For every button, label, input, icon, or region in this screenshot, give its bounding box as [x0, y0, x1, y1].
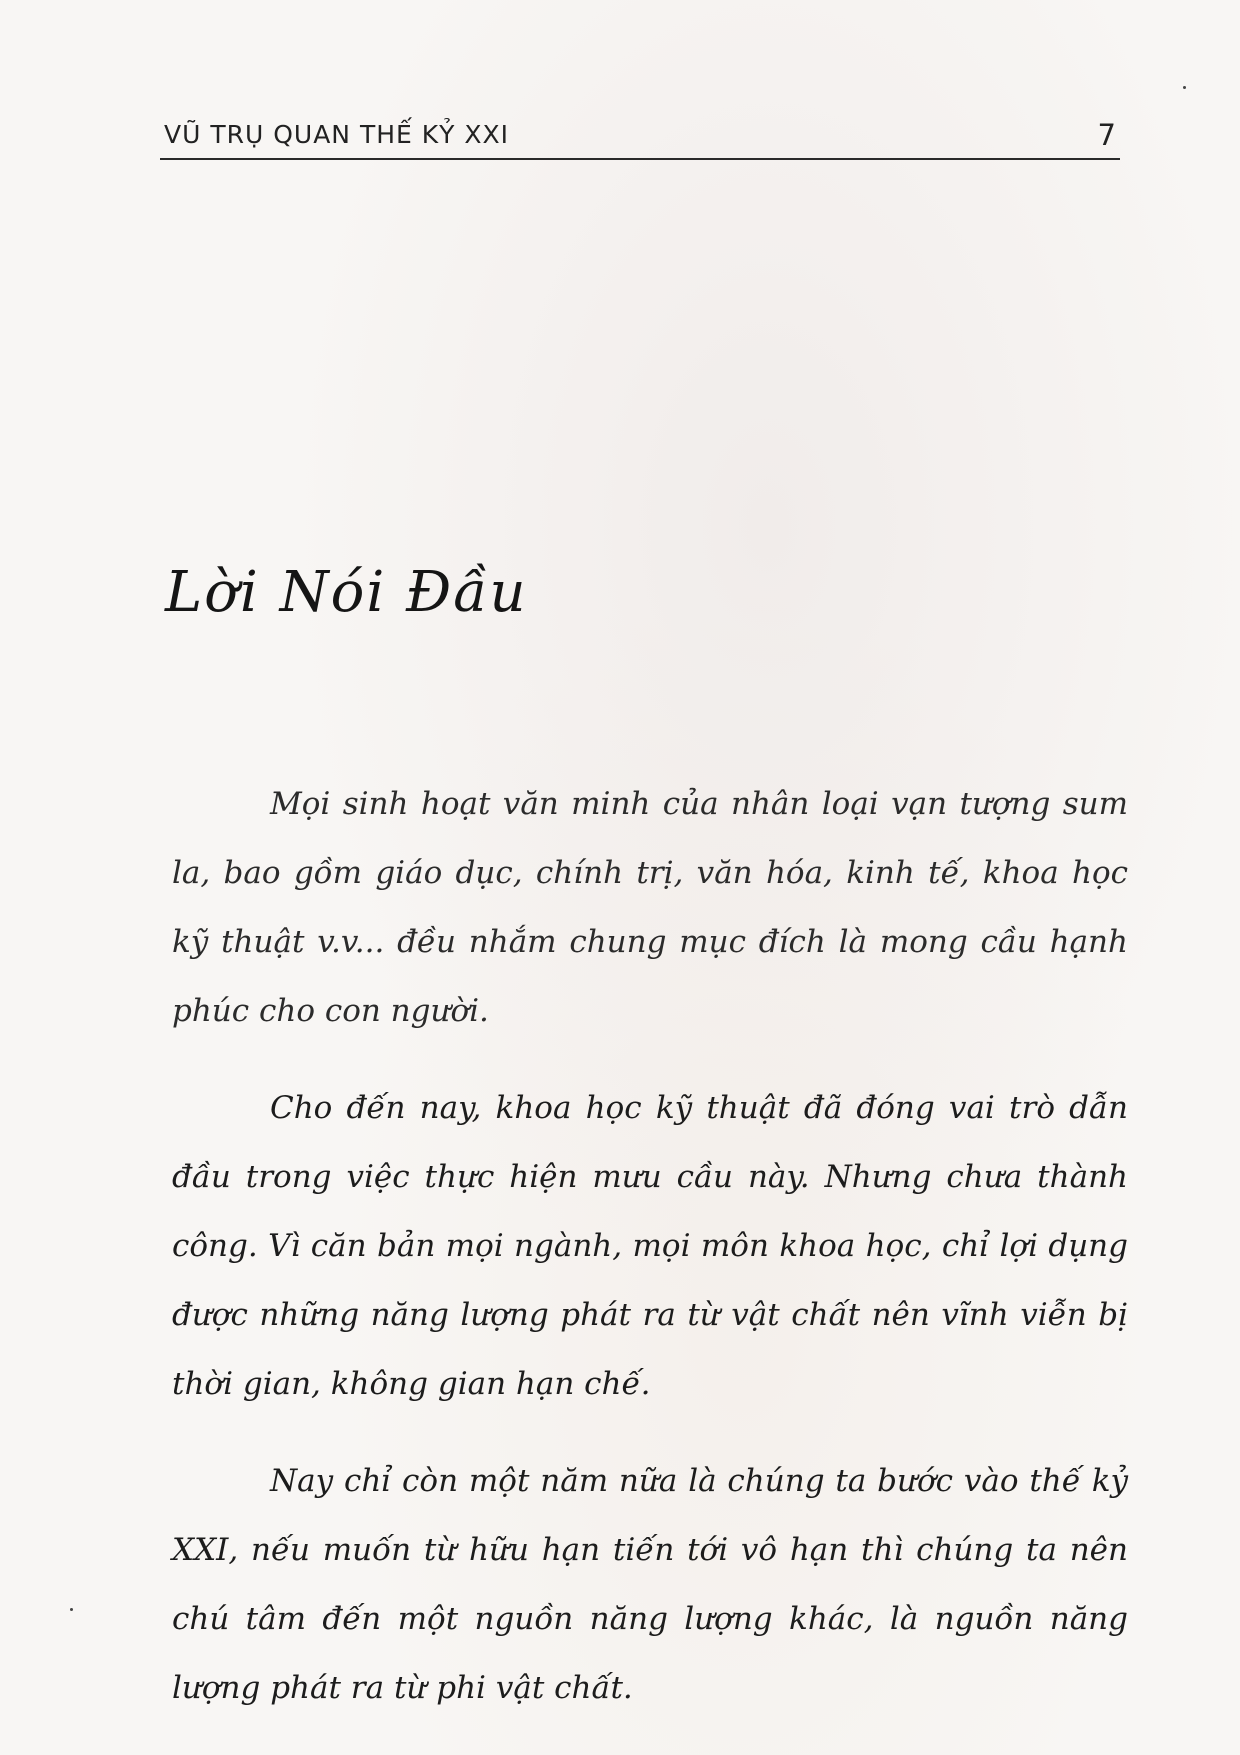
paragraph-1: Mọi sinh hoạt văn minh của nhân loại vạn tượng sum la, bao gồm giáo dục, chính trị, văn hóa, kinh tế, khoa học kỹ thuật v.v... đều nhắm chung mục đích là mong cầu hạnh phúc cho con người. [172, 786, 1128, 1029]
dust-speck [1183, 86, 1186, 89]
dust-speck [70, 1608, 73, 1611]
running-header [160, 118, 1120, 160]
paragraph-2: Cho đến nay, khoa học kỹ thuật đã đóng vai trò dẫn đầu trong việc thực hiện mưu cầu này. Nhưng chưa thành công. Vì căn bản mọi ngành, mọi môn khoa học, chỉ lợi dụng được những năng lượng phát ra từ vật chất nên vĩnh viễn bị thời gian, không gian hạn chế. [172, 1090, 1128, 1402]
paragraph-3: Nay chỉ còn một năm nữa là chúng ta bước vào thế kỷ XXI, nếu muốn từ hữu hạn tiến tới vô hạn thì chúng ta nên chú tâm đến một nguồn năng lượng khác, là nguồn năng lượng phát ra từ phi vật chất. [172, 1463, 1128, 1706]
running-title: VŨ TRỤ QUAN THẾ KỶ XXI [164, 120, 510, 149]
chapter-title: Lời Nói Đầu [165, 560, 528, 625]
page-number: 7 [1097, 118, 1116, 152]
header-rule [160, 158, 1120, 160]
body-text [172, 770, 1128, 1751]
